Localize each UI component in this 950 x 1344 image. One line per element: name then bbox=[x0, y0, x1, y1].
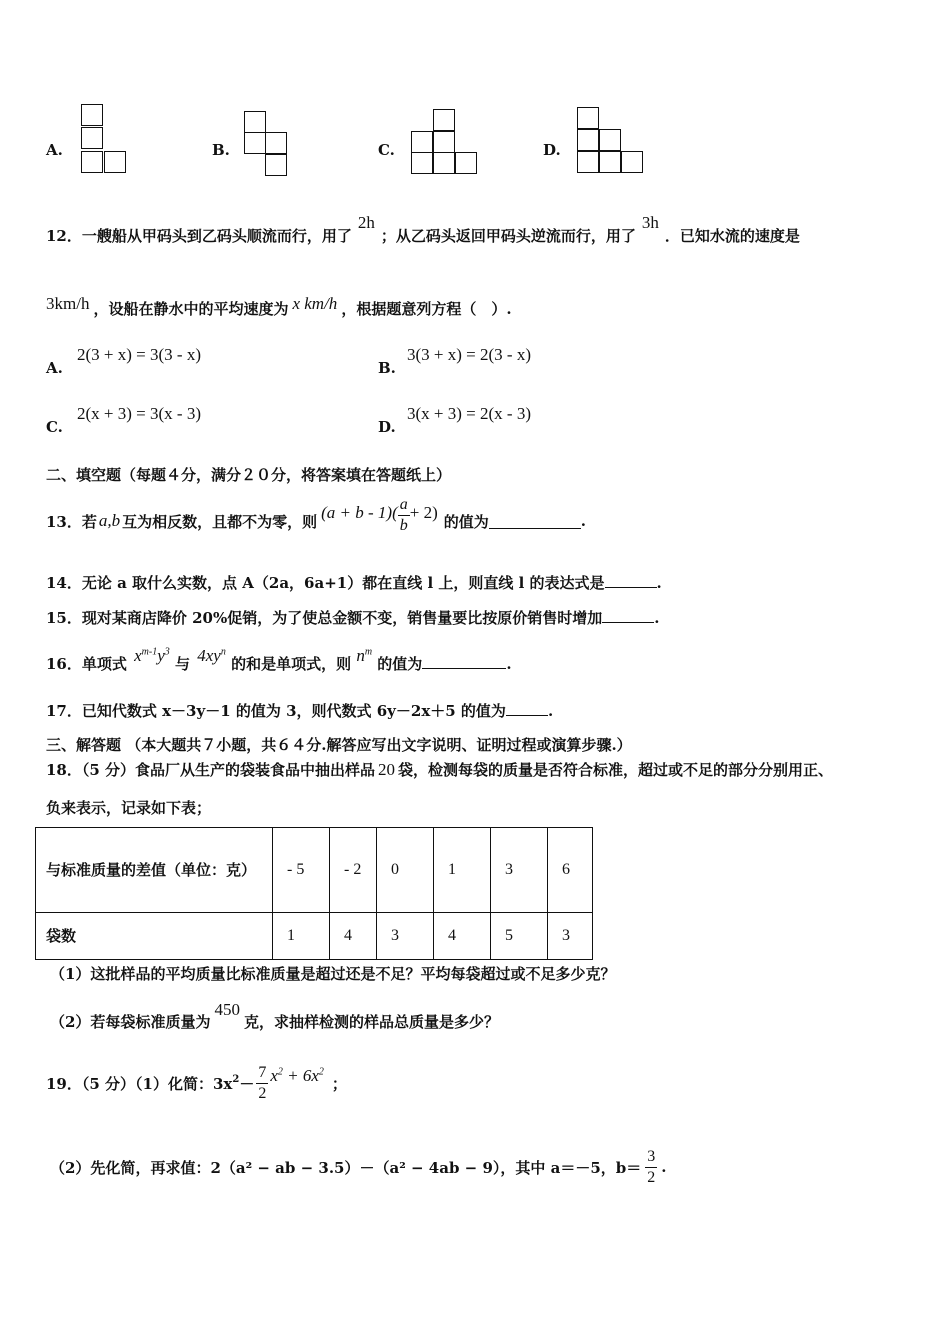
q18-line2: 负来表示，记录如下表； bbox=[46, 799, 212, 817]
q16: 16．单项式 $x^{m-1}y^3$ 与 $4xy^n$ 的和是单项式，则 $n^m$ 的值为 . bbox=[46, 646, 512, 673]
q12-option-b-label: B. bbox=[378, 359, 396, 377]
q12-line1: 12．一艘船从甲码头到乙码头顺流而行，用了2h；从乙码头返回甲码头逆流而行，用了3h．已知水流的速度是 bbox=[46, 213, 800, 245]
table-count-cell: 1 bbox=[273, 913, 330, 960]
option-a-label: A. bbox=[46, 141, 63, 159]
table-count-cell: 3 bbox=[548, 913, 593, 960]
q18-sub2: （2）若每袋标准质量为450克，求抽样检测的样品总质量是多少？ bbox=[50, 1000, 499, 1031]
q12-option-a-eq: 2(3 + x) = 3(3 - x) bbox=[77, 345, 201, 364]
q18-table bbox=[35, 827, 593, 960]
option-c-label: C. bbox=[378, 141, 395, 159]
table-count-cell: 5 bbox=[491, 913, 548, 960]
q17: 17．已知代数式 x－3y－1 的值为 3，则代数式 6y－2x＋5 的值为 . bbox=[46, 702, 554, 720]
section-3-heading: 三、解答题 （本大题共７小题，共６４分.解答应写出文字说明、证明过程或演算步骤.） bbox=[46, 736, 632, 754]
q15: 15．现对某商店降价 20%促销，为了使总金额不变，销售量要比按原价销售时增加 . bbox=[46, 609, 660, 627]
table-diff-cell: 0 bbox=[377, 828, 434, 913]
table-diff-cell: 3 bbox=[491, 828, 548, 913]
q18-sub1: （1）这批样品的平均质量比标准质量是超过还是不足？平均每袋超过或不足多少克？ bbox=[50, 965, 616, 983]
q12-option-a-label: A. bbox=[46, 359, 63, 377]
option-d-label: D. bbox=[543, 141, 561, 159]
table-count-cell: 4 bbox=[330, 913, 377, 960]
option-b-label: B. bbox=[212, 141, 230, 159]
q19-part1: 19．（5 分）（1）化简：3x $^2$ － $\frac{7}{2}$ $x^2 + 6x^2$ ； bbox=[46, 1063, 347, 1102]
table-diff-cell: 1 bbox=[434, 828, 491, 913]
table-count-cell: 4 bbox=[434, 913, 491, 960]
q12-option-b-eq: 3(3 + x) = 2(3 - x) bbox=[407, 345, 531, 364]
q12-line2: 3km/h ，设船在静水中的平均速度为 x km/h ，根据题意列方程（ ）. bbox=[46, 294, 512, 318]
q19-part2: （2）先化简，再求值：2（a² − ab − 3.5）－（a² − 4ab − 9），其中 a＝－5，b＝ $\frac{3}{2}$ . bbox=[50, 1147, 667, 1186]
q12-option-c-eq: 2(x + 3) = 3(x - 3) bbox=[77, 404, 201, 423]
q12-option-c-label: C. bbox=[46, 418, 63, 436]
table-diff-cell: - 5 bbox=[273, 828, 330, 913]
table-diff-cell: 6 bbox=[548, 828, 593, 913]
q18-line1: 18．（5 分）食品厂从生产的袋装食品中抽出样品 20 袋，检测每袋的质量是否符合标准，超过或不足的部分分别用正、 bbox=[46, 760, 834, 779]
table-header-count: 袋数 bbox=[36, 913, 273, 960]
table-diff-cell: - 2 bbox=[330, 828, 377, 913]
q12-option-d-eq: 3(x + 3) = 2(x - 3) bbox=[407, 404, 531, 423]
table-count-cell: 3 bbox=[377, 913, 434, 960]
table-header-diff: 与标准质量的差值（单位：克） bbox=[36, 828, 273, 913]
q13: 13．若 a,b 互为相反数，且都不为零，则 (a + b - 1)( $\frac{a}{b}$ + 2) 的值为 . bbox=[46, 495, 587, 534]
q14: 14．无论 a 取什么实数，点 A（2a，6a+1）都在直线 l 上，则直线 l 的表达式是 . bbox=[46, 574, 662, 592]
q12-option-d-label: D. bbox=[378, 418, 396, 436]
section-2-heading: 二、填空题（每题４分，满分２０分，将答案填在答题纸上） bbox=[46, 466, 452, 484]
